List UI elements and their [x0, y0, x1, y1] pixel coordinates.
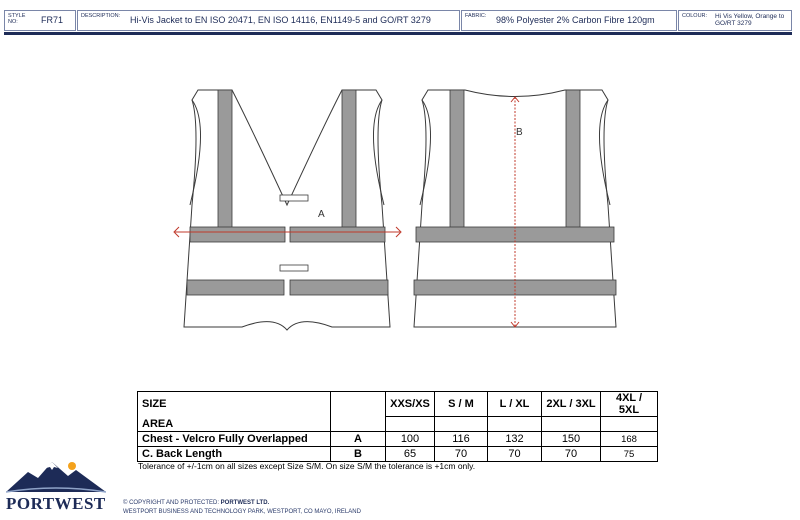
blank-cell [386, 417, 435, 432]
cell-value: 116 [435, 432, 488, 447]
cell-value: 132 [488, 432, 542, 447]
blank-cell [488, 417, 542, 432]
blank-cell [542, 417, 601, 432]
colour-value: Hi Vis Yellow, Orange to GO/RT 3279 [715, 13, 785, 27]
row-label: C. Back Length [138, 447, 331, 462]
header-rule [4, 32, 792, 35]
cell-value: 75 [601, 447, 658, 462]
cell-value: 100 [386, 432, 435, 447]
tolerance-note: Tolerance of +/-1cm on all sizes except Size S/M. On size S/M the tolerance is +1cm only. [138, 461, 476, 471]
table-header-row [138, 392, 658, 417]
code-header [331, 392, 386, 417]
brand-name: PORTWEST [6, 494, 106, 513]
size-col-2xl-3xl: 2XL / 3XL [542, 392, 601, 417]
colour-box [678, 10, 792, 31]
row-code: B [331, 447, 386, 462]
size-col-s-m: S / M [435, 392, 488, 417]
cell-value: 168 [601, 432, 658, 447]
fabric-value: 98% Polyester 2% Carbon Fibre 120gm [496, 15, 655, 25]
back-vest-drawing [410, 85, 625, 335]
table-row-back-length [138, 447, 658, 462]
measure-b-label: B [516, 127, 523, 138]
colour-label: COLOUR: [682, 13, 708, 19]
style-value: FR71 [41, 15, 64, 25]
style-label: STYLE NO: [8, 13, 26, 25]
size-header: SIZE [138, 392, 331, 417]
description-box [77, 10, 460, 31]
cell-value: 150 [542, 432, 601, 447]
front-vest-drawing [170, 85, 405, 335]
blank-cell [435, 417, 488, 432]
size-col-l-xl: L / XL [488, 392, 542, 417]
row-label: Chest - Velcro Fully Overlapped [138, 432, 331, 447]
table-row-chest [138, 432, 658, 447]
row-code: A [331, 432, 386, 447]
measure-a-label: A [318, 209, 325, 220]
size-col-4xl-5xl: 4XL / 5XL [601, 392, 658, 417]
company-name: PORTWEST LTD. [220, 500, 270, 506]
cell-value: 70 [488, 447, 542, 462]
description-value: Hi-Vis Jacket to EN ISO 20471, EN ISO 14116, EN1149-5 and GO/RT 3279 [130, 15, 431, 25]
style-box [4, 10, 76, 31]
fabric-label: FABRIC: [465, 13, 487, 19]
table-area-row [138, 417, 658, 432]
copyright-block [123, 499, 361, 517]
cell-value: 65 [386, 447, 435, 462]
area-code-blank [331, 417, 386, 432]
fabric-box [461, 10, 677, 31]
area-header: AREA [138, 417, 331, 432]
description-label: DESCRIPTION: [81, 13, 121, 19]
blank-cell [601, 417, 658, 432]
copyright-prefix: © COPYRIGHT AND PROTECTED: [123, 500, 221, 506]
size-table [137, 391, 658, 462]
cell-value: 70 [435, 447, 488, 462]
cell-value: 70 [542, 447, 601, 462]
size-col-xxs-xs: XXS/XS [386, 392, 435, 417]
portwest-mountain-logo [6, 458, 106, 494]
company-address: WESTPORT BUSINESS AND TECHNOLOGY PARK, WESTPORT, CO MAYO, IRELAND [123, 509, 361, 515]
